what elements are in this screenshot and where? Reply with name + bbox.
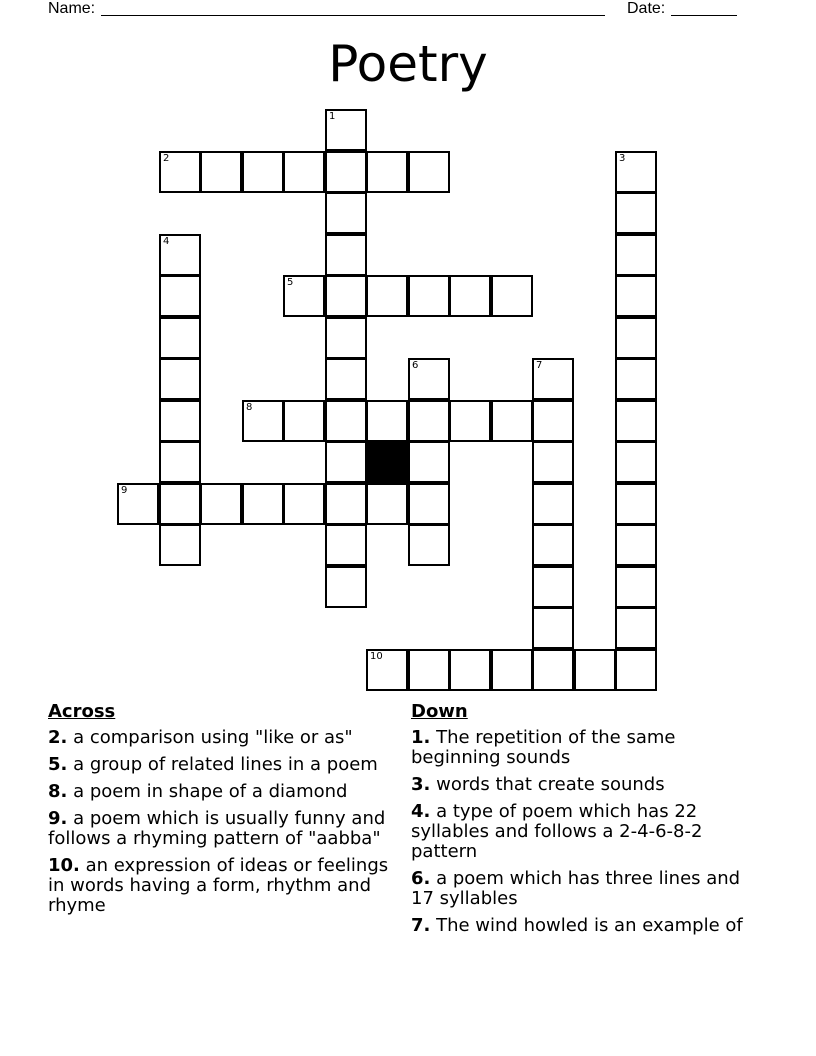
clue-text: a type of poem which has 22 syllables and follows a 2-4-6-8-2 pattern [411, 801, 703, 862]
grid-cell[interactable] [408, 524, 450, 566]
clue-number-label: 1. [411, 727, 431, 748]
grid-cell[interactable] [325, 358, 367, 400]
grid-cell[interactable] [449, 649, 491, 691]
grid-cell[interactable] [615, 524, 657, 566]
clue-text: a poem in shape of a diamond [67, 781, 348, 802]
grid-cell[interactable] [117, 483, 159, 525]
clue-text: words that create sounds [430, 774, 665, 795]
across-clue [48, 782, 400, 802]
grid-cell[interactable] [200, 483, 242, 525]
grid-cell[interactable] [408, 483, 450, 525]
clue-number: 2 [163, 153, 170, 164]
clue-text: a poem which has three lines and 17 syllables [411, 868, 741, 909]
grid-cell[interactable] [408, 400, 450, 442]
grid-cell[interactable] [408, 358, 450, 400]
grid-cell[interactable] [159, 483, 201, 525]
down-clue [411, 869, 751, 909]
grid-cell[interactable] [574, 649, 616, 691]
grid-cell[interactable] [615, 607, 657, 649]
down-clue [411, 802, 751, 862]
grid-cell[interactable] [242, 151, 284, 193]
grid-cell[interactable] [408, 151, 450, 193]
grid-cell[interactable] [532, 483, 574, 525]
grid-cell[interactable] [408, 441, 450, 483]
grid-cell[interactable] [325, 275, 367, 317]
grid-cell[interactable] [615, 151, 657, 193]
clue-number: 4 [163, 236, 170, 247]
across-clue-list [48, 728, 400, 916]
clue-number: 7 [536, 360, 543, 371]
grid-cell[interactable] [159, 358, 201, 400]
grid-cell[interactable] [325, 483, 367, 525]
clue-text: The wind howled is an example of [430, 915, 743, 936]
down-clue [411, 916, 751, 936]
clue-text: a group of related lines in a poem [67, 754, 378, 775]
grid-cell[interactable] [242, 483, 284, 525]
down-clue [411, 775, 751, 795]
grid-cell[interactable] [366, 649, 408, 691]
grid-cell[interactable] [491, 275, 533, 317]
page-title: Poetry [328, 35, 488, 93]
grid-cell[interactable] [532, 441, 574, 483]
down-clue [411, 728, 751, 768]
clue-number-label: 4. [411, 801, 431, 822]
clue-number: 8 [246, 402, 253, 413]
grid-cell[interactable] [159, 317, 201, 359]
down-clues [411, 702, 751, 943]
grid-cell[interactable] [408, 649, 450, 691]
grid-cell[interactable] [325, 109, 367, 151]
grid-cell[interactable] [615, 275, 657, 317]
grid-cell[interactable] [366, 275, 408, 317]
grid-cell[interactable] [325, 151, 367, 193]
grid-cell[interactable] [159, 275, 201, 317]
grid-cell[interactable] [615, 400, 657, 442]
grid-cell[interactable] [615, 192, 657, 234]
across-clue [48, 856, 400, 916]
clue-text: The repetition of the same beginning sounds [411, 727, 676, 768]
down-clue-list [411, 728, 751, 936]
grid-cell[interactable] [491, 649, 533, 691]
clue-text: an expression of ideas or feelings in words having a form, rhythm and rhyme [48, 855, 389, 916]
across-clue [48, 728, 400, 748]
grid-cell[interactable] [325, 566, 367, 608]
clue-number-label: 7. [411, 915, 431, 936]
grid-cell[interactable] [366, 400, 408, 442]
grid-cell[interactable] [449, 275, 491, 317]
grid-cell[interactable] [325, 400, 367, 442]
grid-cell[interactable] [325, 234, 367, 276]
grid-cell[interactable] [283, 151, 325, 193]
grid-cell[interactable] [159, 151, 201, 193]
grid-cell[interactable] [283, 275, 325, 317]
date-label: Date: [627, 0, 666, 17]
clue-number: 5 [287, 277, 294, 288]
grid-cell[interactable] [159, 400, 201, 442]
grid-cell[interactable] [242, 400, 284, 442]
grid-cell[interactable] [283, 400, 325, 442]
grid-cell[interactable] [491, 400, 533, 442]
clue-text: a poem which is usually funny and follows a rhyming pattern of "aabba" [48, 808, 386, 849]
clue-number-label: 9. [48, 808, 68, 829]
clue-number: 1 [329, 111, 336, 122]
across-clue [48, 755, 400, 775]
grid-cell[interactable] [532, 607, 574, 649]
clue-number-label: 3. [411, 774, 431, 795]
grid-cell[interactable] [615, 317, 657, 359]
grid-cell[interactable] [200, 151, 242, 193]
name-label: Name: [48, 0, 96, 17]
grid-cell[interactable] [615, 649, 657, 691]
grid-cell[interactable] [159, 441, 201, 483]
across-clue [48, 809, 400, 849]
grid-cell[interactable] [615, 234, 657, 276]
grid-cell[interactable] [159, 234, 201, 276]
grid-cell[interactable] [449, 400, 491, 442]
clue-number: 9 [121, 485, 128, 496]
grid-cell[interactable] [615, 441, 657, 483]
clue-number-label: 10. [48, 855, 80, 876]
grid-cell[interactable] [532, 400, 574, 442]
grid-cell[interactable] [532, 358, 574, 400]
black-square [366, 441, 408, 483]
clue-number-label: 6. [411, 868, 431, 889]
grid-cell[interactable] [615, 483, 657, 525]
grid-cell[interactable] [325, 441, 367, 483]
grid-cell[interactable] [615, 566, 657, 608]
across-clues [48, 702, 400, 923]
clue-text: a comparison using "like or as" [67, 727, 353, 748]
across-heading: Across [48, 701, 116, 722]
grid-cell[interactable] [532, 524, 574, 566]
grid-cell[interactable] [366, 483, 408, 525]
clue-number: 3 [619, 153, 626, 164]
clue-number-label: 8. [48, 781, 68, 802]
grid-cell[interactable] [615, 358, 657, 400]
grid-cell[interactable] [325, 192, 367, 234]
grid-cell[interactable] [532, 649, 574, 691]
clue-number: 10 [370, 651, 383, 662]
clue-number-label: 2. [48, 727, 68, 748]
grid-cell[interactable] [366, 151, 408, 193]
grid-cell[interactable] [325, 317, 367, 359]
grid-cell[interactable] [408, 275, 450, 317]
grid-cell[interactable] [159, 524, 201, 566]
down-heading: Down [411, 701, 468, 722]
grid-cell[interactable] [283, 483, 325, 525]
clue-number: 6 [412, 360, 419, 371]
clue-number-label: 5. [48, 754, 68, 775]
grid-cell[interactable] [532, 566, 574, 608]
grid-cell[interactable] [325, 524, 367, 566]
